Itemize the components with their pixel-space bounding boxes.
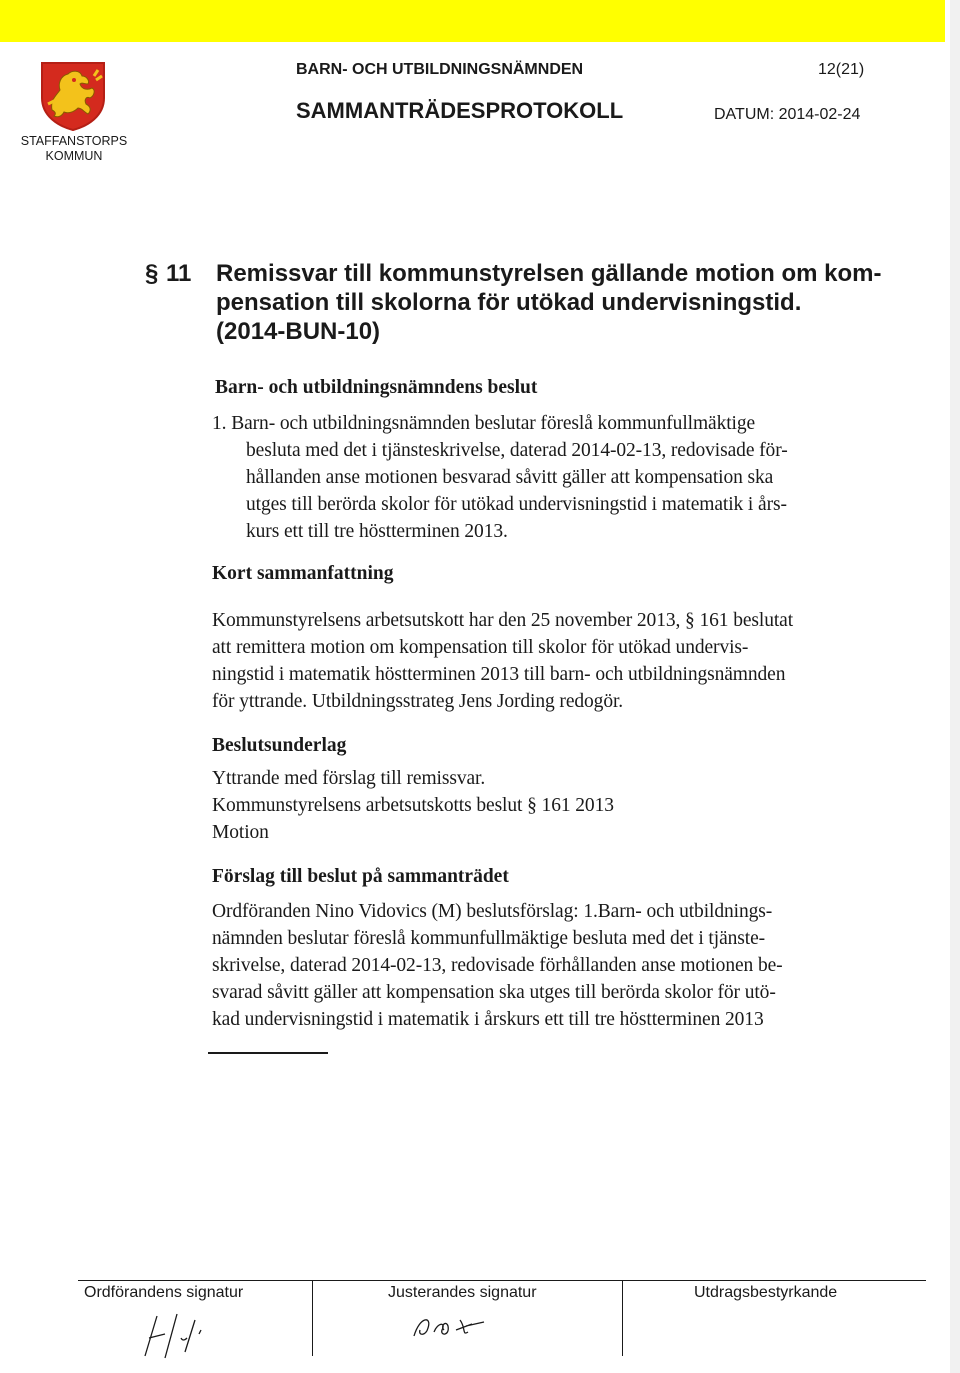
- municipality-name-line2: KOMMUN: [45, 149, 103, 163]
- adjuster-signature: [410, 1312, 490, 1347]
- section-title-line: Remissvar till kommunstyrelsen gällande motion om kom-: [216, 260, 882, 287]
- document-type: SAMMANTRÄDESPROTOKOLL: [296, 98, 624, 123]
- chair-signature: [135, 1308, 210, 1365]
- proposal-line: Ordföranden Nino Vidovics (M) beslutsförslag: 1.Barn- och utbildnings-: [212, 901, 773, 922]
- signature-divider: [312, 1280, 313, 1356]
- signature-rule: [78, 1280, 926, 1281]
- chair-signature-label: Ordförandens signatur: [84, 1284, 244, 1301]
- basis-line: Motion: [212, 822, 269, 843]
- proposal-line: skrivelse, daterad 2014-02-13, redovisade förhållanden anse motionen be-: [212, 955, 783, 976]
- page-number: 12(21): [818, 61, 865, 78]
- summary-line: Kommunstyrelsens arbetsutskott har den 25 november 2013, § 161 beslutat: [212, 610, 794, 631]
- proposal-line: kad undervisningstid i matematik i årskurs ett till tre höstterminen 2013: [212, 1009, 764, 1030]
- decision-line: hållanden anse motionen besvarad såvitt gäller att kompensation ska: [246, 467, 774, 488]
- proposal-heading: Förslag till beslut på sammanträdet: [212, 866, 509, 887]
- highlight-bar: [0, 0, 945, 42]
- basis-heading: Beslutsunderlag: [212, 735, 347, 756]
- municipality-crest-logo: [38, 60, 108, 137]
- summary-line: att remittera motion om kompensation till skolor för utökad undervis-: [212, 637, 749, 658]
- adjuster-signature-label: Justerandes signatur: [388, 1284, 537, 1301]
- decision-line: utges till berörda skolor för utökad undervisningstid i matematik i års-: [246, 494, 787, 515]
- summary-line: ningstid i matematik höstterminen 2013 till barn- och utbildningsnämnden: [212, 664, 786, 685]
- signature-divider: [622, 1280, 623, 1356]
- decision-line: 1. Barn- och utbildningsnämnden beslutar föreslå kommunfullmäktige: [212, 413, 756, 434]
- section-title-line: pensation till skolorna för utökad undervisningstid.: [216, 289, 802, 316]
- end-rule: [208, 1052, 328, 1054]
- section-number: 11: [166, 260, 192, 287]
- scan-edge: [950, 0, 960, 1373]
- municipality-name: [20, 134, 128, 164]
- decision-heading: Barn- och utbildningsnämndens beslut: [215, 377, 538, 398]
- section-sign: §: [145, 260, 159, 287]
- decision-line: kurs ett till tre höstterminen 2013.: [246, 521, 508, 542]
- decision-line: besluta med det i tjänsteskrivelse, daterad 2014-02-13, redovisade för-: [246, 440, 788, 461]
- certifier-signature-label: Utdragsbestyrkande: [694, 1284, 838, 1301]
- municipality-name-line1: STAFFANSTORPS: [20, 134, 128, 148]
- proposal-line: svarad såvitt gäller att kompensation ska utges till berörda skolor för utö-: [212, 982, 776, 1003]
- summary-line: för yttrande. Utbildningsstrateg Jens Jording redogör.: [212, 691, 624, 712]
- basis-line: Kommunstyrelsens arbetsutskotts beslut § 161 2013: [212, 795, 614, 816]
- basis-line: Yttrande med förslag till remissvar.: [212, 768, 486, 789]
- proposal-line: nämnden beslutar föreslå kommunfullmäktige besluta med det i tjänste-: [212, 928, 766, 949]
- committee-name: BARN- OCH UTBILDNINGSNÄMNDEN: [296, 61, 584, 78]
- document-date: DATUM: 2014-02-24: [714, 106, 861, 123]
- summary-heading: Kort sammanfattning: [212, 563, 394, 584]
- section-title-line: (2014-BUN-10): [216, 318, 381, 345]
